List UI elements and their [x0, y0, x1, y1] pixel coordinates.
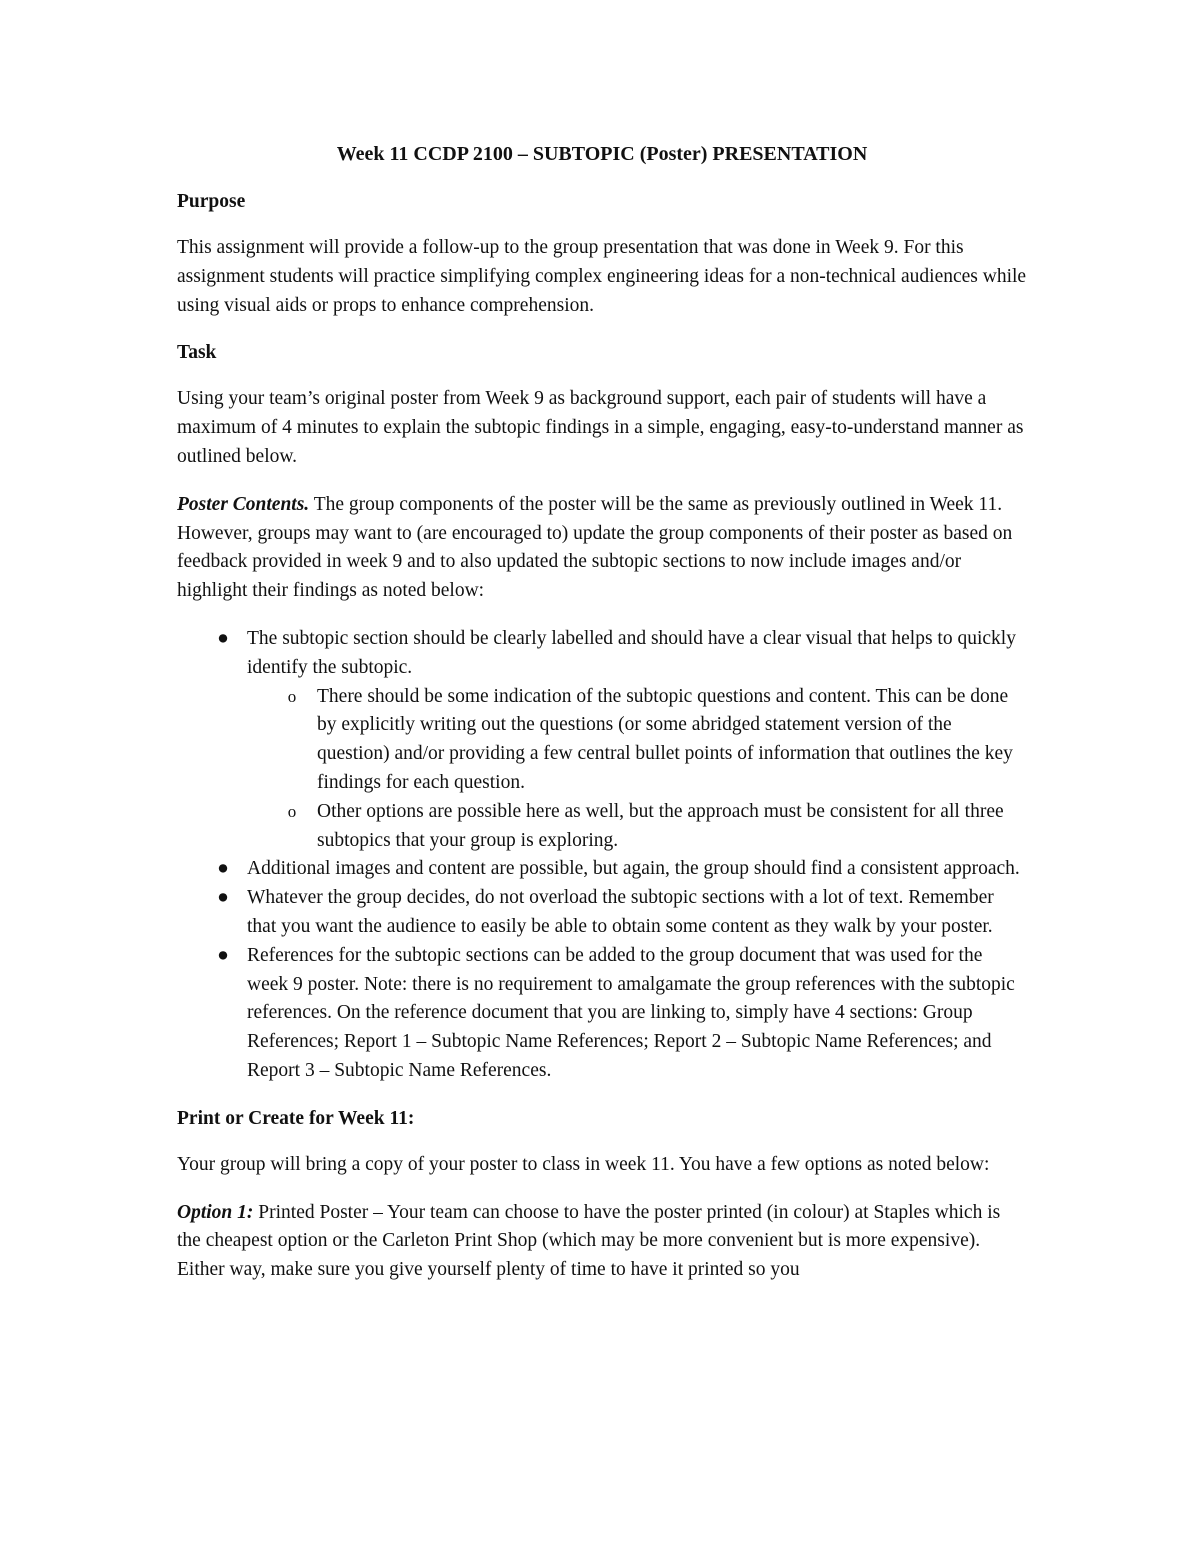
bullet-icon: ●	[217, 887, 229, 909]
bullet-icon: ●	[217, 858, 229, 880]
option-1-lead: Option 1:	[177, 1201, 254, 1223]
option-1-text: Printed Poster – Your team can choose to have the poster printed (in colour) at Staples which is the cheapest option or the Carleton Print Shop (which may be more convenient but is more expensive). Either way, make sure you give yourself plenty of time to have it printed so you	[177, 1201, 1001, 1281]
purpose-heading: Purpose	[177, 191, 246, 212]
poster-contents-text: The group components of the poster will be the same as previously outlined in Week 11. However, groups may want to (are encouraged to) update the group components of their poster as based on feedback provided in week 9 and to also updated the subtopic sections to now include images and/or highlight their findings as noted below:	[177, 493, 1013, 602]
bullet-icon: ●	[217, 944, 229, 966]
poster-contents-paragraph	[177, 491, 1027, 606]
task-heading: Task	[177, 342, 217, 364]
sub-list-item-text: There should be some indication of the subtopic questions and content. This can be done by explicitly writing out the questions (or some abridged statement version of the question) and/or providing a few central bullet points of information that outlines the key findings for each question.	[317, 685, 1013, 793]
bullet-icon: ●	[217, 627, 229, 649]
list-item	[217, 855, 1027, 884]
task-paragraph: Using your team’s original poster from Week 9 as background support, each pair of students will have a maximum of 4 minutes to explain the subtopic findings in a simple, engaging, easy-to-understand manner as outlined below.	[177, 388, 1024, 467]
list-item	[217, 884, 1027, 942]
purpose-paragraph: This assignment will provide a follow-up to the group presentation that was done in Week 9. For this assignment students will practice simplifying complex engineering ideas for a non-technical audiences while using visual aids or props to enhance comprehension.	[177, 237, 1027, 316]
hollow-bullet-icon: o	[287, 801, 297, 821]
list-item	[217, 942, 1027, 1086]
list-item-text: The subtopic section should be clearly labelled and should have a clear visual that helps to quickly identify the subtopic.	[247, 627, 1016, 678]
poster-contents-lead: Poster Contents.	[177, 493, 310, 515]
requirements-list	[177, 625, 1027, 1086]
document-body	[177, 140, 1027, 1304]
sub-list	[247, 683, 1027, 856]
sub-list-item	[287, 798, 1027, 856]
list-item-text: References for the subtopic sections can be added to the group document that was used for the week 9 poster. Note: there is no requirement to amalgamate the group references with the subtopic references. On the reference document that you are linking to, simply have 4 sections: Group References; Report 1 – Subtopic Name References; Report 2 – Subtopic Name References; and Report 3 – Subtopic Name References.	[247, 944, 1015, 1081]
hollow-bullet-icon: o	[287, 686, 297, 706]
document-title: Week 11 CCDP 2100 – SUBTOPIC (Poster) PRESENTATION	[336, 143, 868, 165]
list-item-text: Whatever the group decides, do not overload the subtopic sections with a lot of text. Remember that you want the audience to easily be able to obtain some content as they walk by your poster.	[247, 887, 994, 937]
print-paragraph: Your group will bring a copy of your poster to class in week 11. You have a few options as noted below:	[177, 1153, 990, 1175]
print-heading: Print or Create for Week 11:	[177, 1107, 415, 1129]
option-1-paragraph	[177, 1199, 1027, 1285]
sub-list-item-text: Other options are possible here as well, but the approach must be consistent for all three subtopics that your group is exploring.	[317, 800, 1004, 851]
list-item	[217, 625, 1027, 855]
list-item-text: Additional images and content are possible, but again, the group should find a consistent approach.	[247, 858, 1020, 880]
sub-list-item	[287, 683, 1027, 798]
